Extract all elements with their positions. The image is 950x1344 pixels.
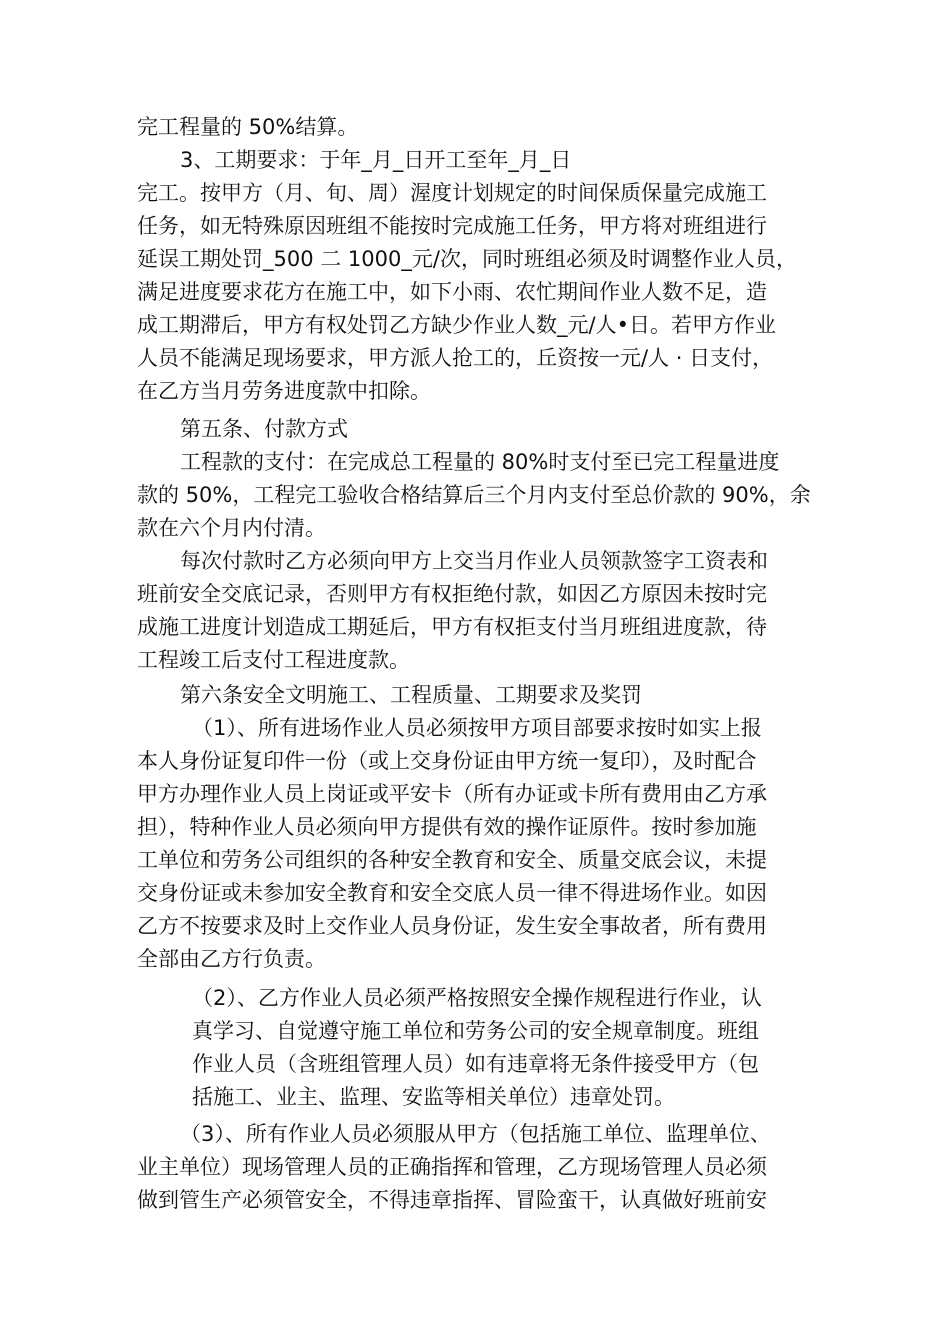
text-line: 3、工期要求：于年_月_日开工至年_月_日 bbox=[180, 148, 572, 172]
text-line: （1）、所有进场作业人员必须按甲方项目部要求按时如实上报 bbox=[192, 716, 762, 740]
text-line: 业主单位）现场管理人员的正确指挥和管理，乙方现场管理人员必须 bbox=[137, 1155, 767, 1179]
section-heading: 第五条、付款方式 bbox=[180, 417, 348, 441]
text-line: 本人身份证复印件一份（或上交身份证由甲方统一复印），及时配合 bbox=[137, 749, 757, 773]
text-line: 工程款的支付：在完成总工程量的 80%时支付至已完工程量进度 bbox=[180, 450, 780, 474]
text-line: 人员不能满足现场要求，甲方派人抢工的，丘资按一元/人 · 日支付， bbox=[137, 346, 774, 370]
text-line: 担），特种作业人员必须向甲方提供有效的操作证原件。按时参加施 bbox=[137, 815, 757, 839]
text-line: 满足进度要求花方在施工中，如下小雨、农忙期间作业人数不足，造 bbox=[137, 280, 767, 304]
text-line: 完工程量的 50%结算。 bbox=[137, 115, 359, 139]
text-line: 任务，如无特殊原因班组不能按时完成施工任务，甲方将对班组进行 bbox=[137, 214, 767, 238]
text-line: （3）、所有作业人员必须服从甲方（包括施工单位、监理单位、 bbox=[180, 1122, 771, 1146]
text-line: 工单位和劳务公司组织的各种安全教育和安全、质量交底会议，未提 bbox=[137, 848, 767, 872]
text-line: 款的 50%，工程完工验收合格结算后三个月内支付至总价款的 90%，余 bbox=[137, 483, 811, 507]
text-line: 工程竣工后支付工程进度款。 bbox=[137, 648, 410, 672]
text-line: 全部由乙方行负责。 bbox=[137, 947, 326, 971]
text-line: 延误工期处罚_500 二 1000_元/次，同时班组必须及时调整作业人员， bbox=[137, 247, 797, 271]
text-line: 每次付款时乙方必须向甲方上交当月作业人员领款签字工资表和 bbox=[180, 549, 768, 573]
section-heading: 第六条安全文明施工、工程质量、工期要求及奖罚 bbox=[180, 683, 642, 707]
text-line: 款在六个月内付清。 bbox=[137, 516, 326, 540]
text-line: 成施工进度计划造成工期延后，甲方有权拒支付当月班组进度款，待 bbox=[137, 615, 767, 639]
text-line: 成工期滞后，甲方有权处罚乙方缺少作业人数_元/人•日。若甲方作业 bbox=[137, 313, 776, 337]
text-line: 甲方办理作业人员上岗证或平安卡（所有办证或卡所有费用由乙方承 bbox=[137, 782, 767, 806]
text-line: 班前安全交底记录，否则甲方有权拒绝付款，如因乙方原因未按时完 bbox=[137, 582, 767, 606]
text-line: 括施工、业主、监理、安监等相关单位）违章处罚。 bbox=[192, 1085, 675, 1109]
text-line: 交身份证或未参加安全教育和安全交底人员一律不得进场作业。如因 bbox=[137, 881, 767, 905]
text-line: 乙方不按要求及时上交作业人员身份证，发生安全事故者，所有费用 bbox=[137, 914, 767, 938]
text-line: 在乙方当月劳务进度款中扣除。 bbox=[137, 379, 431, 403]
text-line: 真学习、自觉遵守施工单位和劳务公司的安全规章制度。班组 bbox=[192, 1019, 759, 1043]
text-line: （2）、乙方作业人员必须严格按照安全操作规程进行作业，认 bbox=[192, 986, 762, 1010]
text-line: 完工。按甲方（月、旬、周）渥度计划规定的时间保质保量完成施工 bbox=[137, 181, 767, 205]
text-line: 做到管生产必须管安全，不得违章指挥、冒险蛮干，认真做好班前安 bbox=[137, 1188, 767, 1212]
text-line: 作业人员（含班组管理人员）如有违章将无条件接受甲方（包 bbox=[192, 1052, 759, 1076]
